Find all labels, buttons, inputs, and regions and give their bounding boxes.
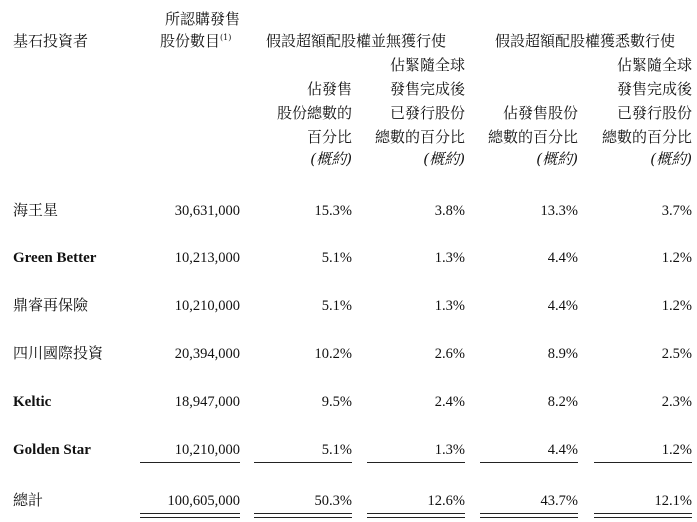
row-0-d: 3.7% (661, 203, 692, 219)
header-investor: 基石投資者 (13, 32, 89, 50)
row-1-name: Green Better (13, 250, 97, 266)
header-subscribed-line2: 股份數目$^{(1)}$ (160, 32, 232, 50)
row-0-shares: 30,631,000 (174, 203, 240, 219)
col-a-line3: 百分比 (306, 128, 352, 146)
col-b-approx: (概約) (423, 150, 465, 168)
total-name: 總計 (13, 491, 44, 509)
row-5-name: Golden Star (13, 442, 91, 458)
col-c-approx: (概約) (536, 150, 578, 168)
col-a-line2: 股份總數的 (276, 104, 352, 122)
row-2-shares: 10,210,000 (174, 298, 240, 314)
row-1-a: 5.1% (321, 250, 352, 266)
row-1-c: 4.4% (547, 250, 578, 266)
total-d: 12.1% (654, 493, 692, 509)
header-group-not-exercised: 假設超額配股權並無獲行使 (266, 32, 447, 50)
row-5-shares: 10,210,000 (174, 442, 240, 458)
col-b-line3: 已發行股份 (389, 104, 465, 122)
subtotal-rule-b (367, 462, 465, 463)
total-rule-c (480, 513, 578, 518)
col-c-line2: 總數的百分比 (487, 128, 578, 146)
col-d-line2: 發售完成後 (616, 80, 692, 98)
row-1-d: 1.2% (661, 250, 692, 266)
row-3-shares: 20,394,000 (174, 346, 240, 362)
subtotal-rule-a (254, 462, 352, 463)
row-0-c: 13.3% (540, 203, 578, 219)
total-rule-b (367, 513, 465, 518)
row-4-c: 8.2% (547, 394, 578, 410)
total-c: 43.7% (540, 493, 578, 509)
header-group-fully-exercised: 假設超額配股權獲悉數行使 (495, 32, 676, 50)
subtotal-rule-shares (140, 462, 240, 463)
col-d-line4: 總數的百分比 (601, 128, 692, 146)
subtotal-rule-c (480, 462, 578, 463)
col-a-approx: (概約) (310, 150, 352, 168)
row-0-a: 15.3% (314, 203, 352, 219)
row-3-name: 四川國際投資 (13, 344, 104, 362)
subtotal-rule-d (594, 462, 692, 463)
row-4-d: 2.3% (661, 394, 692, 410)
row-3-c: 8.9% (547, 346, 578, 362)
row-2-b: 1.3% (434, 298, 465, 314)
total-shares: 100,605,000 (167, 493, 240, 509)
total-rule-d (594, 513, 692, 518)
row-3-d: 2.5% (661, 346, 692, 362)
row-1-shares: 10,213,000 (174, 250, 240, 266)
header-subscribed-line1: 所認購發售 (164, 10, 240, 28)
total-a: 50.3% (314, 493, 352, 509)
row-5-b: 1.3% (434, 442, 465, 458)
footnote-ref: (1) (220, 33, 232, 42)
row-4-a: 9.5% (321, 394, 352, 410)
total-rule-shares (140, 513, 240, 518)
row-4-b: 2.4% (434, 394, 465, 410)
row-0-name: 海王星 (13, 201, 59, 219)
row-4-shares: 18,947,000 (174, 394, 240, 410)
col-b-line2: 發售完成後 (389, 80, 465, 98)
col-d-line1: 佔緊隨全球 (616, 56, 692, 74)
col-d-line3: 已發行股份 (616, 104, 692, 122)
row-1-b: 1.3% (434, 250, 465, 266)
col-c-line1: 佔發售股份 (502, 104, 578, 122)
row-2-a: 5.1% (321, 298, 352, 314)
row-3-b: 2.6% (434, 346, 465, 362)
row-2-name: 鼎睿再保險 (13, 296, 89, 314)
row-2-c: 4.4% (547, 298, 578, 314)
col-b-line4: 總數的百分比 (374, 128, 465, 146)
row-5-a: 5.1% (321, 442, 352, 458)
total-rule-a (254, 513, 352, 518)
col-d-approx: (概約) (650, 150, 692, 168)
total-b: 12.6% (427, 493, 465, 509)
row-2-d: 1.2% (661, 298, 692, 314)
row-3-a: 10.2% (314, 346, 352, 362)
row-5-c: 4.4% (547, 442, 578, 458)
col-a-line1: 佔發售 (306, 80, 352, 98)
row-0-b: 3.8% (434, 203, 465, 219)
col-b-line1: 佔緊隨全球 (389, 56, 465, 74)
row-4-name: Keltic (13, 394, 52, 410)
row-5-d: 1.2% (661, 442, 692, 458)
